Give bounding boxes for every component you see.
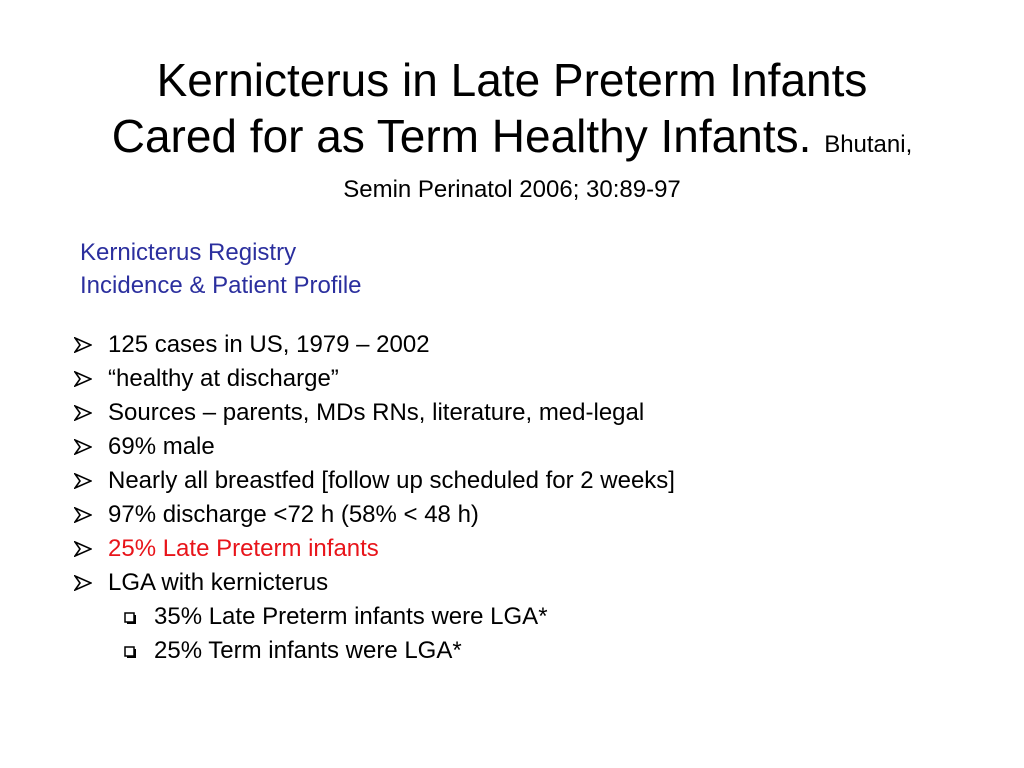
arrowhead-bullet-icon (74, 566, 96, 600)
subtitle-line-1: Kernicterus Registry (80, 239, 297, 266)
bullet-item (74, 498, 675, 532)
sub-bullet-item (74, 634, 675, 668)
arrowhead-bullet-icon (74, 362, 96, 396)
sub-bullet-text: 35% Late Preterm infants were LGA* (154, 603, 548, 630)
bullet-item (74, 396, 675, 430)
bullet-list (74, 328, 675, 668)
slide-title (40, 52, 984, 207)
bullet-text: Nearly all breastfed [follow up scheduled for 2 weeks] (108, 467, 675, 494)
arrowhead-bullet-icon (74, 498, 96, 532)
hollow-square-bullet-icon (124, 600, 140, 634)
bullet-text: 125 cases in US, 1979 – 2002 (108, 331, 430, 358)
arrowhead-bullet-icon (74, 396, 96, 430)
bullet-text: 69% male (108, 433, 215, 460)
bullet-item (74, 362, 675, 396)
bullet-text: LGA with kernicterus (108, 569, 329, 596)
hollow-square-bullet-icon (124, 634, 140, 668)
bullet-item-highlight (74, 532, 675, 566)
arrowhead-bullet-icon (74, 532, 96, 566)
arrowhead-bullet-icon (74, 464, 96, 498)
title-citation-author: Bhutani, (824, 131, 913, 158)
sub-bullet-text: 25% Term infants were LGA* (154, 637, 462, 664)
bullet-text: 25% Late Preterm infants (108, 535, 379, 562)
bullet-item (74, 328, 675, 362)
sub-bullet-list (74, 600, 675, 668)
bullet-item (74, 566, 675, 600)
sub-bullet-group (74, 600, 675, 668)
title-line-1: Kernicterus in Late Preterm Infants (156, 54, 868, 106)
title-line-2 (40, 108, 984, 173)
bullet-text: 97% discharge <72 h (58% < 48 h) (108, 501, 479, 528)
subtitle-line-2: Incidence & Patient Profile (80, 272, 362, 299)
bullet-item (74, 464, 675, 498)
bullet-text: “healthy at discharge” (108, 365, 339, 392)
arrowhead-bullet-icon (74, 430, 96, 464)
title-line-2-text: Cared for as Term Healthy Infants. (111, 110, 812, 162)
sub-bullet-item (74, 600, 675, 634)
title-citation: Semin Perinatol 2006; 30:89-97 (343, 176, 681, 203)
bullet-text: Sources – parents, MDs RNs, literature, med-legal (108, 399, 645, 426)
arrowhead-bullet-icon (74, 328, 96, 362)
bullet-item (74, 430, 675, 464)
slide-subtitle (80, 236, 362, 302)
